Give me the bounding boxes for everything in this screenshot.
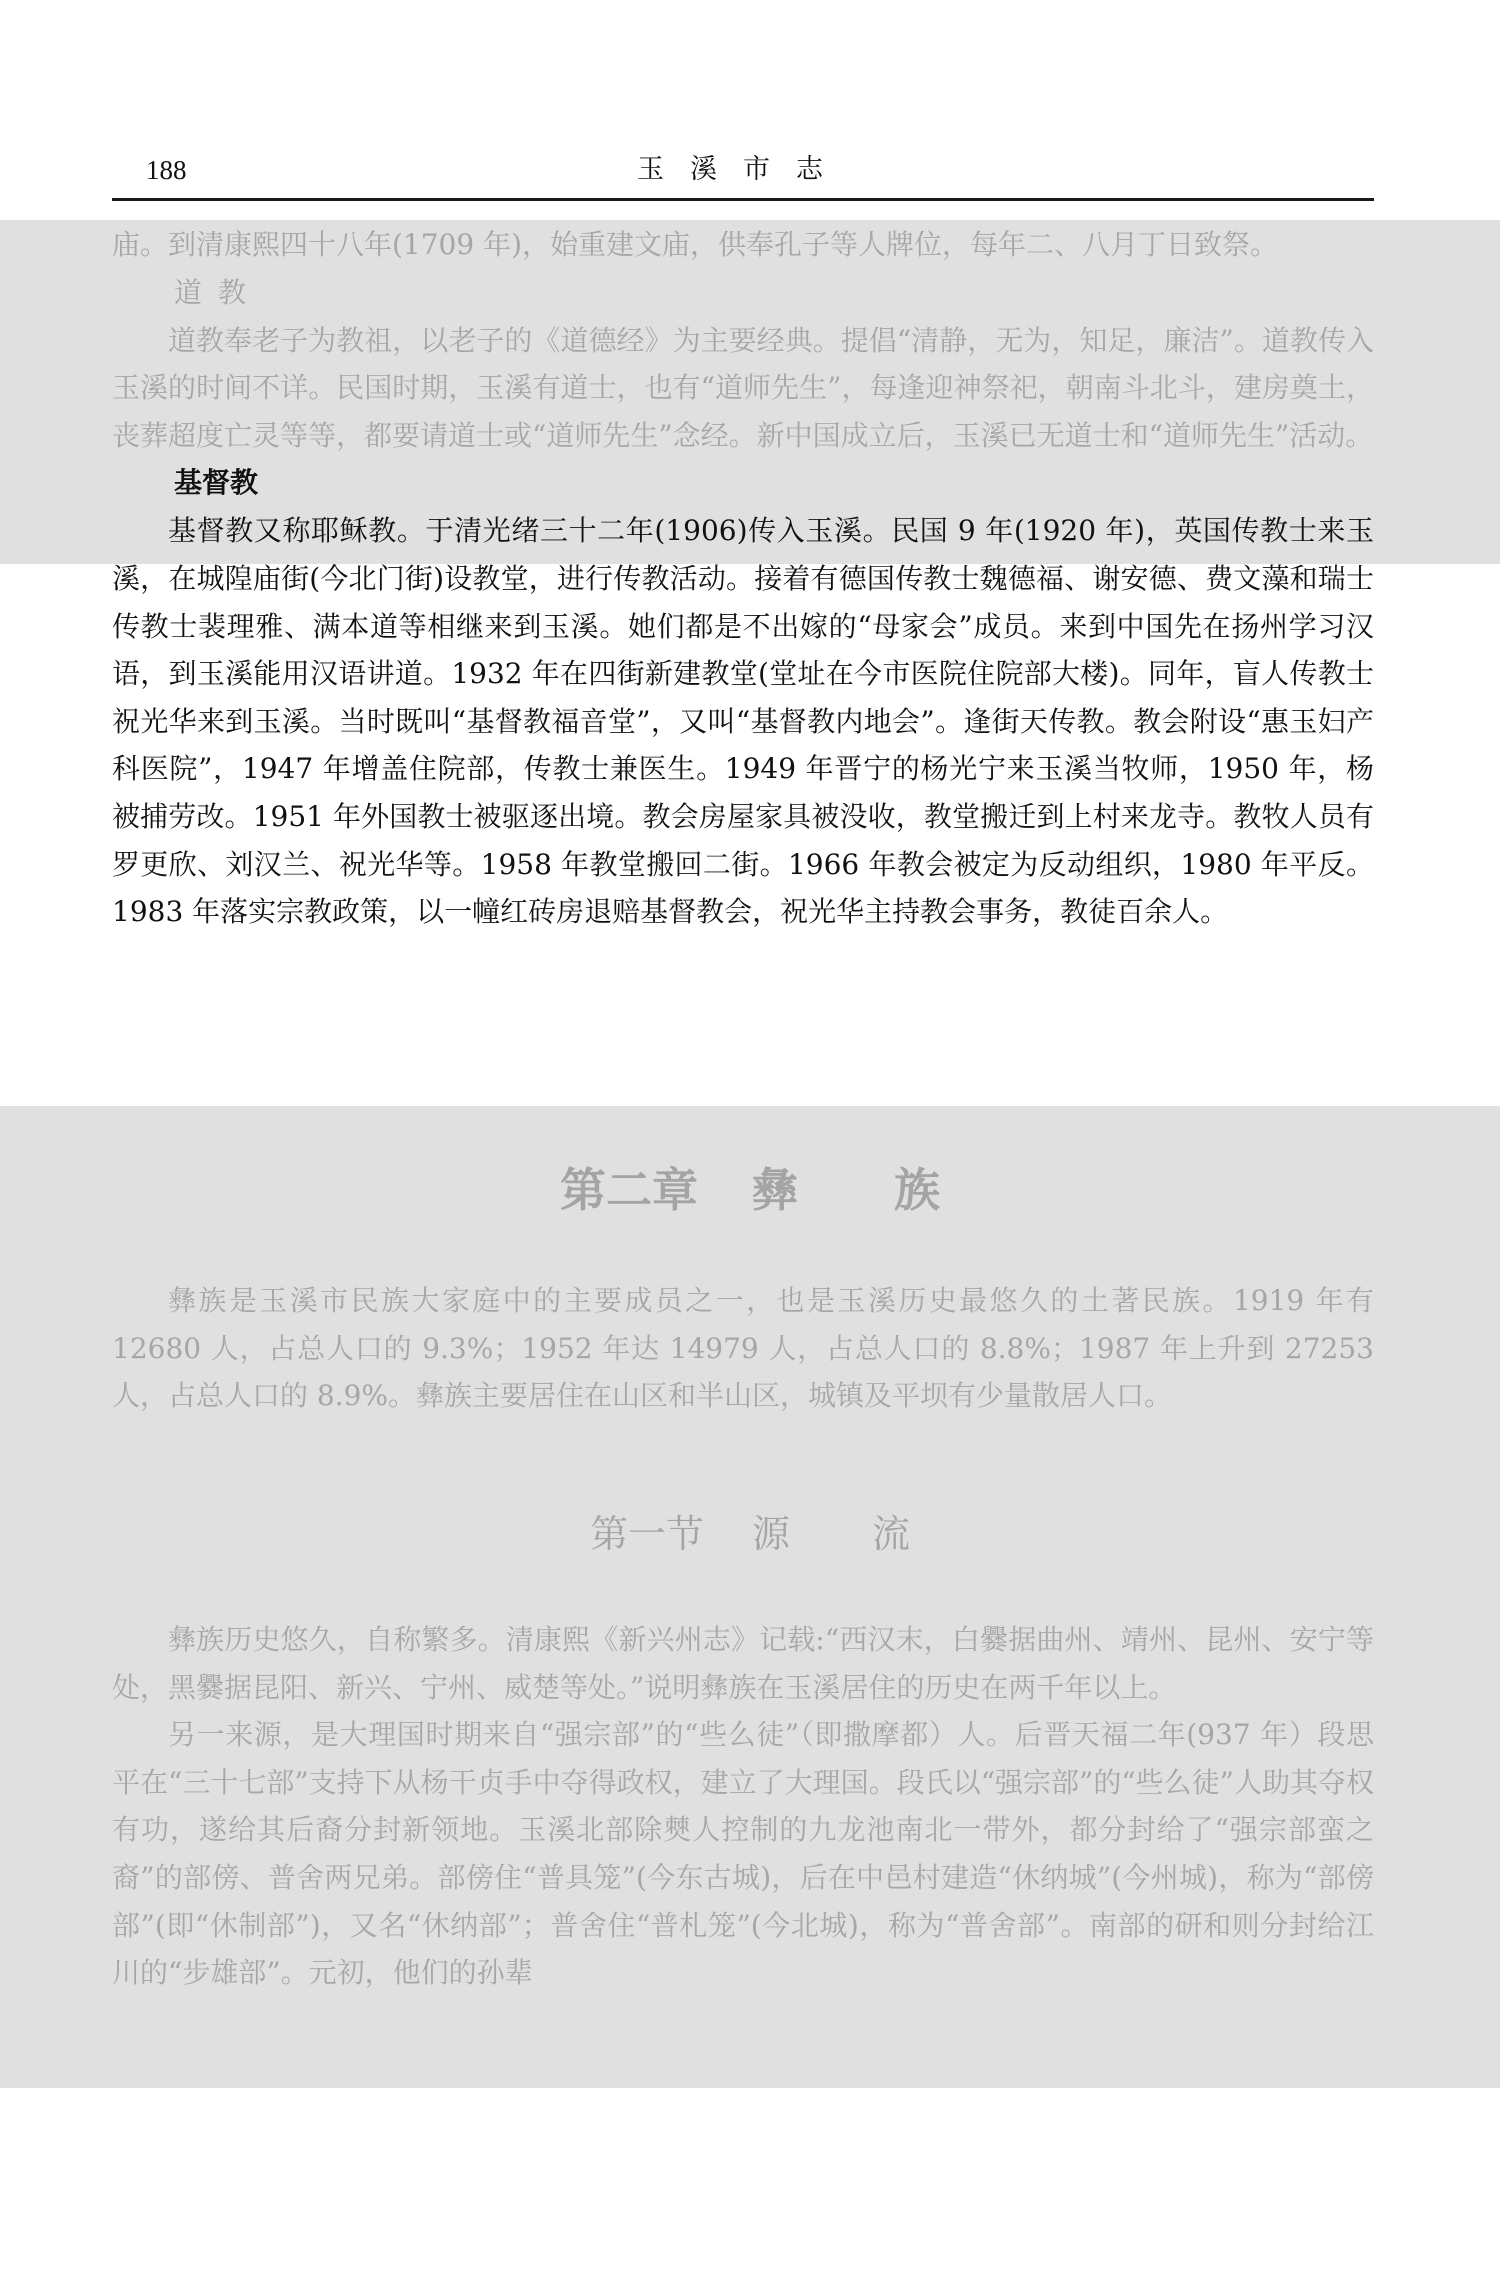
chapter-title-char-1: 彝 [752, 1163, 798, 1217]
paragraph-temple: 庙。到清康熙四十八年(1709 年)，始重建文庙，供奉孔子等人牌位，每年二、八月丁日致祭。 [112, 228, 1279, 261]
section-title-char-1: 源 [751, 1512, 790, 1556]
header-rule [112, 198, 1374, 201]
running-title: 玉溪市志 [637, 154, 849, 185]
chapter-number: 第二章 [560, 1163, 698, 1217]
chapter-title-char-2: 族 [894, 1163, 940, 1217]
chapter-intro-block [112, 1277, 1374, 1420]
paragraph-daoism: 道教奉老子为教祖，以老子的《道德经》为主要经典。提倡“清静，无为，知足，廉洁”。道教传入玉溪的时间不详。民国时期，玉溪有道士，也有“道师先生”，每逢迎神祭祀，朝南斗北斗，建房奠土，丧葬超度亡灵等等，都要请道士或“道师先生”念经。新中国成立后，玉溪已无道士和“道师先生”活动。 [112, 323, 1374, 452]
section-title [0, 1506, 1500, 1562]
running-header [112, 150, 1374, 196]
chapter-title [0, 1158, 1500, 1222]
paragraph-origin-2: 另一来源，是大理国时期来自“强宗部”的“些么徒”（即撒摩都）人。后晋天福二年(937 年）段思平在“三十七部”支持下从杨干贞手中夺得政权，建立了大理国。段氏以“强宗部”的“些么徒”人助其夺权有功，遂给其后裔分封新领地。玉溪北部除僰人控制的九龙池南北一带外，都分封给了“强宗部蛮之裔”的部傍、普舍两兄弟。部傍住“普具笼”(今东古城)，后在中邑村建造“休纳城”(今州城)，称为“部傍部”(即“休制部”)，又名“休纳部”；普舍住“普札笼”(今北城)，称为“普舍部”。南部的研和则分封给江川的“步雄部”。元初，他们的孙辈 [112, 1718, 1374, 1990]
section-title-char-2: 流 [872, 1512, 911, 1556]
page-number: 188 [146, 155, 187, 185]
section-number: 第一节 [589, 1512, 704, 1556]
paragraph-chapter-intro: 彝族是玉溪市民族大家庭中的主要成员之一，也是玉溪历史最悠久的土著民族。1919 年有 12680 人，占总人口的 9.3%；1952 年达 14979 人，占总人口的 8.8%；1987 年上升到 27253 人，占总人口的 8.9%。彝族主要居住在山区和半山区，城镇及平坝有少量散居人口。 [112, 1284, 1374, 1413]
paragraph-origin-1: 彝族历史悠久，自称繁多。清康熙《新兴州志》记载:“西汉末，白爨据曲州、靖州、昆州、安宁等处，黑爨据昆阳、新兴、宁州、威楚等处。”说明彝族在玉溪居住的历史在两千年以上。 [112, 1623, 1374, 1704]
section-text-block [112, 1616, 1374, 1997]
paragraph-christianity: 基督教又称耶稣教。于清光绪三十二年(1906)传入玉溪。民国 9 年(1920 年)，英国传教士来玉溪，在城隍庙街(今北门街)设教堂，进行传教活动。接着有德国传教士魏德福、谢安德、费文藻和瑞士传教士裴理雅、满本道等相继来到玉溪。她们都是不出嫁的“母家会”成员。来到中国先在扬州学习汉语，到玉溪能用汉语讲道。1932 年在四街新建教堂(堂址在今市医院住院部大楼)。同年，盲人传教士祝光华来到玉溪。当时既叫“基督教福音堂”，又叫“基督教内地会”。逢街天传教。教会附设“惠玉妇产科医院”，1947 年增盖住院部，传教士兼医生。1949 年晋宁的杨光宁来玉溪当牧师，1950 年，杨被捕劳改。1951 年外国教士被驱逐出境。教会房屋家具被没收，教堂搬迁到上村来龙寺。教牧人员有罗更欣、刘汉兰、祝光华等。1958 年教堂搬回二街。1966 年教会被定为反动组织，1980 年平反。1983 年落实宗教政策，以一幢红砖房退赔基督教会，祝光华主持教会事务，教徒百余人。 [112, 514, 1374, 929]
upper-text-block [112, 221, 1374, 936]
heading-christianity: 基督教 [174, 466, 259, 500]
heading-daoism: 道教 [174, 275, 263, 309]
